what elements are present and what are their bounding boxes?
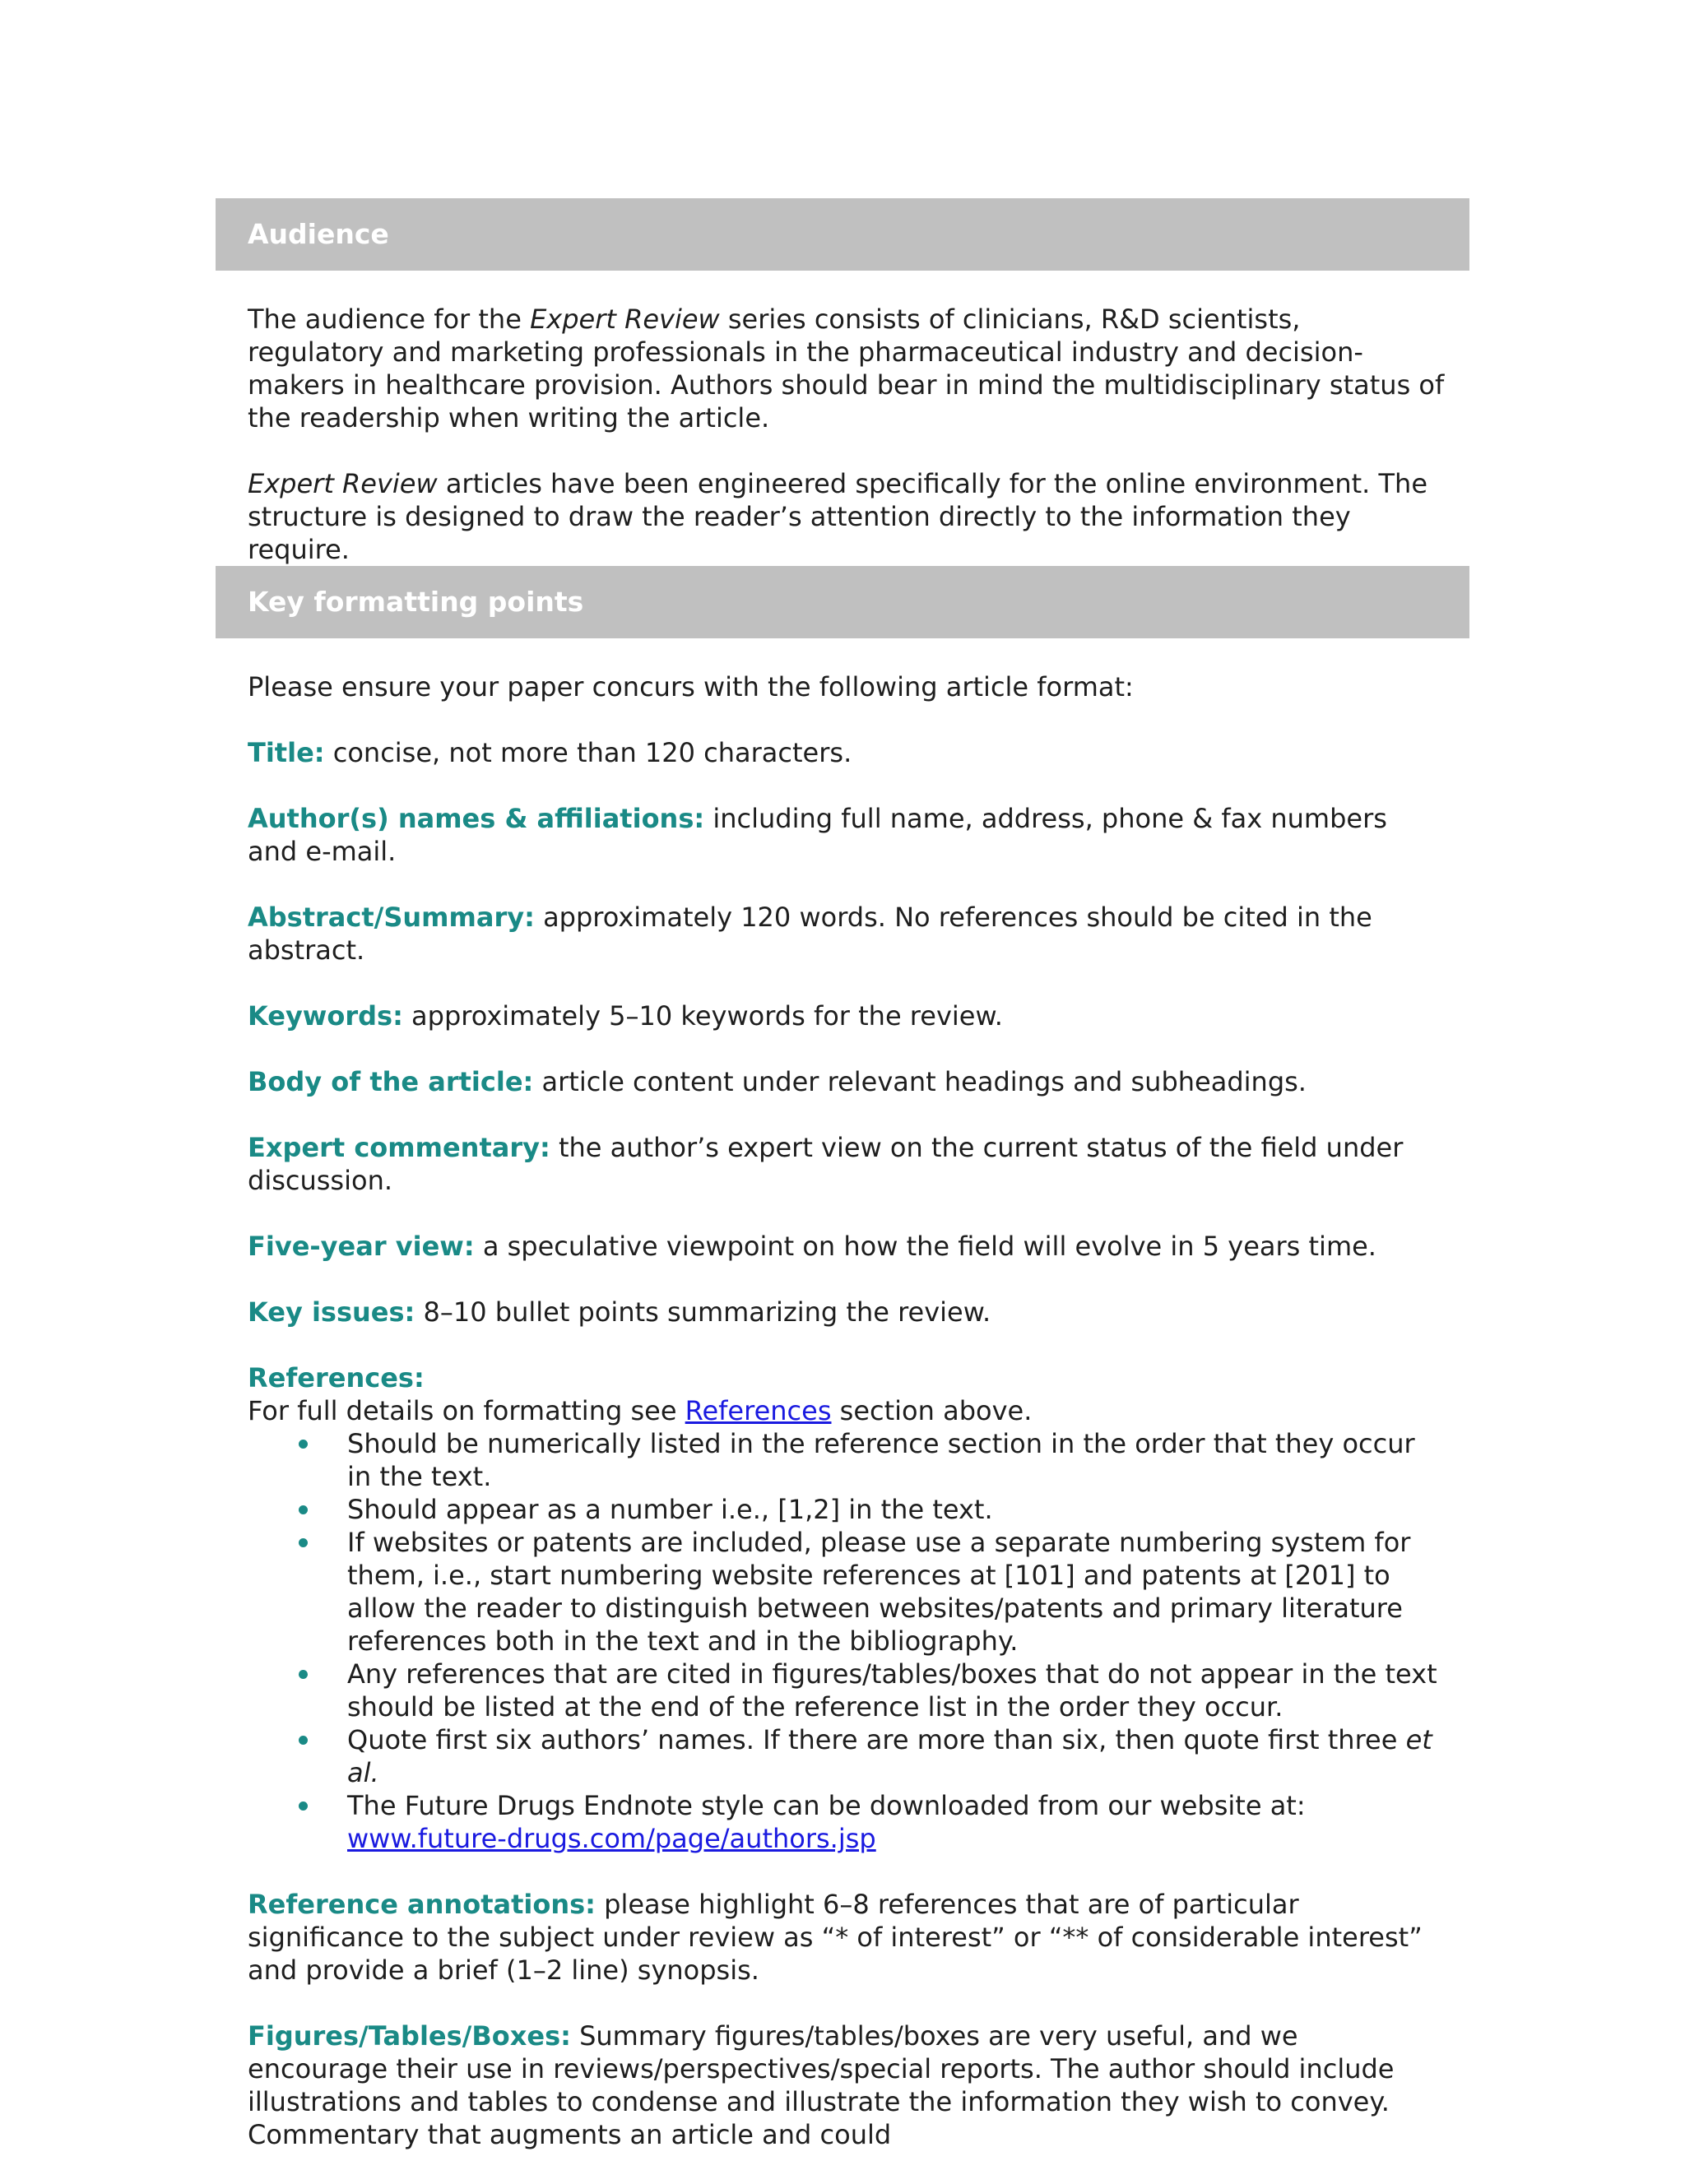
item-title-label: Title: (248, 737, 325, 768)
key-formatting-section-header (216, 566, 1469, 638)
item-title (248, 736, 1445, 769)
item-annotations-text: please highlight 6–8 references that are of particular significance to the subject under review as “* of interest” or “** of considerable interest” and provide a brief (1–2 line) synopsis. (248, 1889, 1423, 1986)
item-abstract (248, 901, 1445, 967)
bullet-dot-icon (299, 1440, 308, 1449)
audience-p2-journal-name: Expert Review (248, 468, 438, 499)
references-bullet-text: Quote first six authors’ names. If there are more than six, then quote first three (347, 1724, 1406, 1755)
references-section-link[interactable]: References (685, 1395, 832, 1426)
item-authors-label: Author(s) names & affiliations: (248, 803, 705, 834)
item-commentary-label: Expert commentary: (248, 1132, 550, 1163)
item-body (248, 1065, 1445, 1098)
audience-heading: Audience (248, 218, 389, 250)
item-references (248, 1361, 1445, 1855)
references-bullet-text: If websites or patents are included, please use a separate numbering system for them, i.e., start numbering website references at [101] and patents at [201] to allow the reader to distinguish between websites/patents and primary literature references both in the text and in the bibliography. (347, 1527, 1411, 1657)
item-issues-label: Key issues: (248, 1296, 415, 1328)
item-authors (248, 802, 1445, 868)
key-formatting-heading: Key formatting points (248, 586, 584, 618)
audience-content (248, 303, 1445, 599)
authors-page-link[interactable]: www.future-drugs.com/page/authors.jsp (347, 1823, 876, 1854)
item-issues (248, 1296, 1445, 1328)
item-title-text: concise, not more than 120 characters. (324, 737, 852, 768)
item-annotations (248, 1888, 1445, 1987)
item-commentary (248, 1131, 1445, 1197)
references-bullet (248, 1493, 1445, 1526)
item-fiveyear (248, 1230, 1445, 1263)
item-issues-text: 8–10 bullet points summarizing the review. (415, 1296, 991, 1328)
audience-p1-journal-name: Expert Review (530, 304, 720, 335)
references-bullet (248, 1658, 1445, 1723)
references-intro-line (248, 1394, 1445, 1427)
bullet-dot-icon (299, 1801, 308, 1811)
audience-paragraph-1 (248, 303, 1445, 434)
references-bullet-list (248, 1427, 1445, 1855)
references-intro-text: For full details on formatting see (248, 1395, 685, 1426)
audience-p1-text-start: The audience for the (248, 304, 531, 335)
item-fiveyear-label: Five-year view: (248, 1231, 475, 1262)
item-keywords-label: Keywords: (248, 1000, 403, 1032)
item-body-text: article content under relevant headings and subheadings. (533, 1066, 1307, 1097)
item-figures (248, 2019, 1445, 2151)
item-figures-label: Figures/Tables/Boxes: (248, 2020, 571, 2052)
bullet-dot-icon (299, 1736, 308, 1745)
item-keywords-text: approximately 5–10 keywords for the review. (402, 1000, 1003, 1032)
item-keywords (248, 999, 1445, 1032)
references-bullet-text: Any references that are cited in figures/tables/boxes that do not appear in the text should be listed at the end of the reference list in the order they occur. (347, 1658, 1437, 1723)
audience-paragraph-2 (248, 467, 1445, 566)
references-intro-suffix: section above. (831, 1395, 1033, 1426)
references-bullet (248, 1427, 1445, 1493)
item-annotations-label: Reference annotations: (248, 1889, 596, 1920)
bullet-dot-icon (299, 1538, 308, 1547)
item-abstract-label: Abstract/Summary: (248, 902, 535, 933)
bullet-dot-icon (299, 1670, 308, 1679)
key-intro: Please ensure your paper concurs with the following article format: (248, 671, 1134, 702)
item-body-label: Body of the article: (248, 1066, 534, 1097)
audience-section-header (216, 198, 1469, 271)
references-bullet-text: The Future Drugs Endnote style can be downloaded from our website at: (347, 1790, 1306, 1821)
references-bullet (248, 1789, 1445, 1855)
references-bullet-text: Should appear as a number i.e., [1,2] in the text. (347, 1494, 993, 1525)
item-commentary-text: the author’s expert view on the current status of the field under discussion. (248, 1132, 1404, 1196)
item-authors-text: including full name, address, phone & fax numbers and e-mail. (248, 803, 1387, 867)
references-bullet-et-al: et al. (347, 1724, 1432, 1788)
item-abstract-text: approximately 120 words. No references should be cited in the abstract. (248, 902, 1372, 966)
bullet-dot-icon (299, 1505, 308, 1514)
item-figures-text: Summary figures/tables/boxes are very useful, and we encourage their use in reviews/perspectives/special reports. The author should include illustrations and tables to condense and illustrate the information they wish to convey. Commentary that augments an article and could (248, 2020, 1395, 2150)
item-fiveyear-text: a speculative viewpoint on how the field will evolve in 5 years time. (474, 1231, 1376, 1262)
key-formatting-content (248, 670, 1445, 2184)
references-label: References: (248, 1362, 425, 1393)
references-bullet-text: Should be numerically listed in the reference section in the order that they occur in the text. (347, 1428, 1415, 1492)
audience-p1-text-end: series consists of clinicians, R&D scientists, regulatory and marketing professionals in the pharmaceutical industry and decision-makers in healthcare provision. Authors should bear in mind the multidisciplinary status of the readership when writing the article. (248, 304, 1445, 434)
references-bullet (248, 1723, 1445, 1789)
audience-p2-text: articles have been engineered specifically for the online environment. The structure is designed to draw the reader’s attention directly to the information they require. (248, 468, 1428, 565)
references-bullet (248, 1526, 1445, 1658)
